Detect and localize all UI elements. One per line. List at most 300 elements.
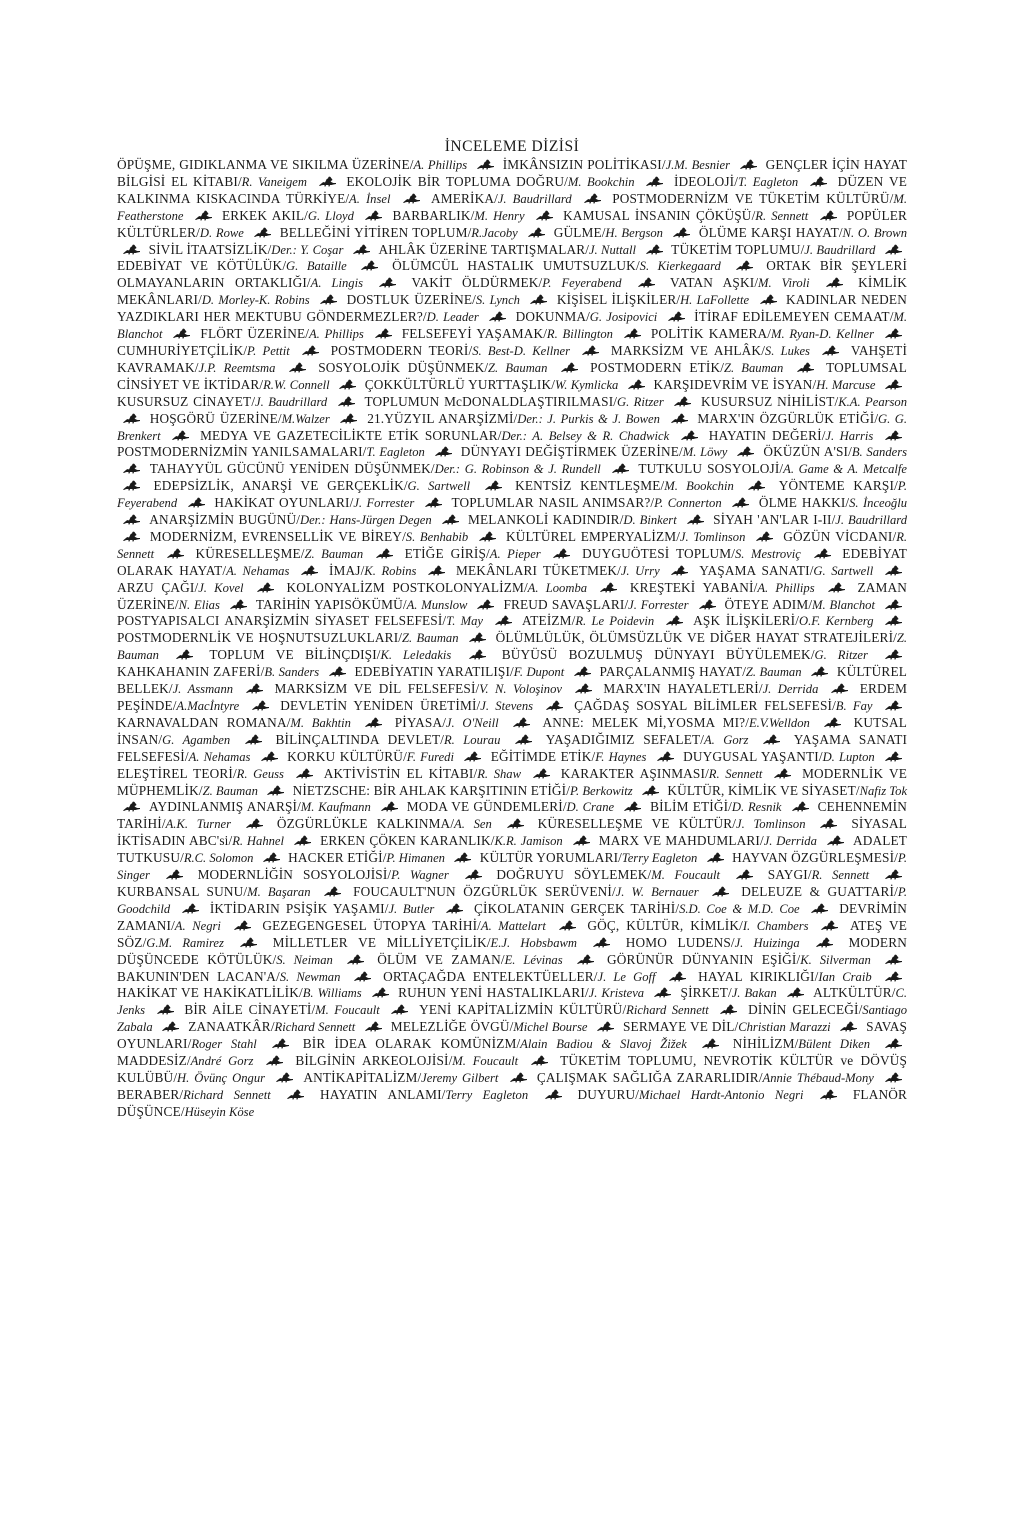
catalog-entry: ORTAÇAĞDA ENTELEKTÜELLER/J. Le Goff [383,968,656,984]
book-title: DEVLETİN YENİDEN ÜRETİMİ [280,698,477,713]
book-title: POLİTİK KAMERA [650,326,768,342]
book-title: 21.YÜZYIL ANARŞİZMİ [367,410,514,426]
book-author: R. Sennett [708,766,763,781]
catalog-entry: DUYGUÖTESİ TOPLUM/S. Mestroviç [582,545,801,561]
catalog-entry: NİETZSCHE: BİR AHLAK KARŞITININ ETİĞİ/P. Berkowitz [292,782,633,798]
dinosaur-icon [576,954,595,965]
book-author: A. Sen [454,817,492,832]
book-author: M. Blanchot [117,310,908,342]
book-title: HAYVAN ÖZGÜRLEŞMESİ [732,850,895,866]
book-title: ARZU ÇAĞI [117,579,195,595]
dinosaur-icon [476,159,495,170]
book-author: D. Leader [426,310,479,325]
catalog-entry: VAHŞETİ KAVRAMAK/J.P. Reemtsma [117,342,908,375]
catalog-entry: KİŞİSEL İLİŞKİLER/H. LaFollette [556,292,750,308]
catalog-entry: İTİRAF EDİLEMEYEN CEMAAT/M. Blanchot [117,309,908,342]
book-author: R. Billington [546,327,613,342]
book-author: S. Lukes [764,343,810,358]
book-author: M. Başaran [247,884,311,899]
book-author: M. Bakhtin [290,715,351,730]
dinosaur-icon [884,599,903,610]
catalog-entry: ÖLÜMLÜLÜK, ÖLÜMSÜZLÜK VE DİĞER HAYAT STRATEJİLERİ/Z. Bauman [117,630,908,663]
dinosaur-icon [884,1072,903,1083]
book-title: DOSTLUK ÜZERİNE [346,292,473,308]
dinosaur-icon [611,463,630,474]
dinosaur-icon [122,531,141,542]
catalog-entry: ÖTEYE ADIM/M. Blanchot [724,596,875,612]
dinosaur-icon [514,734,533,745]
book-title: KÜRESELLEŞME [195,545,301,561]
book-title: İMKÂNSIZIN POLİTİKASI [502,157,662,172]
book-title: DOKUNMA [515,309,587,325]
book-title: NİETZSCHE: BİR AHLAK KARŞITININ ETİĞİ [292,782,567,798]
book-title: KREŞTEKİ YABANİ [629,579,754,595]
book-author: A. Phillips [413,158,468,172]
book-title: MARX'IN HAYALETLERİ [603,681,759,697]
dinosaur-icon [667,311,686,322]
book-title: İKTİDARIN PSİŞİK YAŞAMI [209,900,385,916]
dinosaur-icon [181,903,200,914]
dinosaur-icon [830,683,849,694]
book-author: S. Benhabib [405,529,469,544]
dinosaur-icon [665,615,684,626]
catalog-entry: KREŞTEKİ YABANİ/A. Phillips [629,579,815,595]
catalog-entry: DOKUNMA/G. Josipovici [515,309,658,325]
catalog-entry: ÖLÜMCÜL HASTALIK UMUTSUZLUK/S. Kierkegaard [392,258,721,274]
book-title: ALTKÜLTÜR [813,985,892,1001]
dinosaur-icon [122,480,141,491]
catalog-entry: YAŞAMA SANATI/G. Sartwell [699,562,874,578]
book-author: J. Baudrillard [255,394,328,409]
dinosaur-icon [364,210,383,221]
dinosaur-icon [701,1038,720,1049]
dinosaur-icon [328,666,347,677]
catalog-entry: VAKİT ÖLDÜRMEK/P. Feyerabend [411,275,622,291]
book-title: ATEİZM [522,613,572,629]
catalog-entry: TUTKULU SOSYOLOJİ/A. Game & A. Metcalfe [638,461,907,477]
book-author: J. W. Bernauer [615,884,699,899]
catalog-entry: SİVİL İTAATSİZLİK/Der.: Y. Coşar [148,241,344,257]
book-title: ANARŞİZMİN BUGÜNÜ [149,512,297,528]
catalog-entry: KORKU KÜLTÜRÜ/F. Furedi [287,748,454,764]
book-title: TÜKETİM TOPLUMU [671,241,801,257]
catalog-entry: BAKUNIN'DEN LACAN'A/S. Newman [117,968,341,984]
book-author: Der.: J. Purkis & J. Bowen [517,411,660,426]
book-title: MEKÂNLARI TÜKETMEK [456,562,618,578]
book-title: HOŞGÖRÜ ÜZERİNE [149,410,278,426]
catalog-entry: ANNE: MELEK Mİ,YOSMA MI?/E.V.Welldon [542,714,810,730]
book-title: EDEBİYAT VE KÖTÜLÜK [117,258,283,274]
book-title: CUMHURİYETÇİLİK [117,342,244,358]
catalog-entry: KADINLAR NEDEN YAZDIKLARI HER MEKTUBU GÖNDERMEZLER?/D. Leader [117,292,907,325]
book-title: ELEŞTİREL TEORİ [117,765,233,781]
dinosaur-icon [759,294,778,305]
catalog-entry: MODERNLİĞİN SOSYOLOJİSİ/P. Wagner [197,867,449,883]
dinosaur-icon [251,700,270,711]
book-title: DÜNYAYI DEĞİŞTİRMEK ÜZERİNE [460,444,679,460]
dinosaur-icon [827,582,846,593]
dinosaur-icon [532,768,551,779]
dinosaur-icon [271,1038,290,1049]
book-author: Der.: Y. Coşar [271,242,344,257]
dinosaur-icon [560,362,579,373]
book-title: ÖKÜZÜN A'SI [763,444,849,460]
book-author: Hüseyin Köse [184,1104,255,1119]
book-title: AMERİKA [431,190,495,206]
book-author: T. Eagleton [737,174,799,189]
dinosaur-icon [552,548,571,559]
book-title: KAMUSAL İNSANIN ÇÖKÜŞÜ [563,207,752,223]
book-author: B. Sanders [264,665,320,680]
book-author: G. Josipovici [589,310,658,325]
book-author: M. Löwy [682,445,728,460]
book-author: Z. Bauman [304,546,364,561]
book-author: J. Assmann [172,682,234,697]
catalog-entry: MİLLETLER VE MİLLİYETÇİLİK/E.J. Hobsbawm [272,934,578,950]
catalog-entry: MODERN DÜŞÜNCEDE KÖTÜLÜK/S. Neiman [117,934,907,967]
dinosaur-icon [527,227,546,238]
catalog-entry: DÜZEN VE KALKINMA KISKACINDA TÜRKİYE/A. İnsel [117,173,908,206]
dinosaur-icon [698,599,717,610]
book-title: VAKİT ÖLDÜRMEK [411,275,539,291]
book-author: M. Foucault [315,1003,380,1018]
book-title: ÖZGÜRLÜKLE KALKINMA [276,816,451,832]
book-author: I. Chambers [742,918,809,933]
dinosaur-icon [260,751,279,762]
dinosaur-icon [476,599,495,610]
catalog-entry: AYDINLANMIŞ ANARŞİ/M. Kaufmann [149,799,371,815]
book-author: J. Stevens [480,699,534,713]
book-author: P. Feyerabend [542,276,622,291]
book-author: H. Övünç Ongur [177,1070,266,1085]
book-title: PİYASA [394,714,443,730]
catalog-entry: KOLONYALİZM POSTKOLONYALİZM/A. Loomba [286,579,588,595]
catalog-entry: TÜKETİM TOPLUMU/J. Baudrillard [671,241,876,257]
catalog-entry: BÜYÜSÜ BOZULMUŞ DÜNYAYI BÜYÜLEMEK/G. Ritzer [501,647,868,663]
book-author: J. O'Neill [445,715,499,730]
catalog-entry: ANARŞİZMİN BUGÜNÜ/Der.: Hans-Jürgen Degen [149,512,432,528]
dinosaur-icon [239,937,258,948]
book-author: G. Agamben [162,732,231,747]
dinosaur-icon [445,903,464,914]
book-author: D. Resnik [731,800,782,815]
book-title: TOPLUMSAL CİNSİYET VE İKTİDAR [117,359,907,392]
book-title: BİLİM ETİĞİ [650,799,729,815]
book-author: J. Derrida [763,834,817,849]
catalog-entry: MARX'IN HAYALETLERİ/J. Derrida [603,681,819,697]
dinosaur-icon [796,362,815,373]
book-title: DELEUZE & GUATTARİ [741,883,895,899]
dinosaur-icon [623,801,642,812]
dinosaur-icon [884,565,903,576]
book-author: B. Williams [302,986,362,1001]
book-title: MARX'IN ÖZGÜRLÜK ETİĞİ [697,410,875,426]
dinosaur-icon [434,446,453,457]
catalog-entry: EDEBİYAT VE KÖTÜLÜK/G. Bataille [117,258,347,274]
catalog-entry: KÜRESELLEŞME VE KÜLTÜR/J. Tomlinson [537,816,806,832]
catalog-entry: KÜRESELLEŞME/Z. Bauman [195,545,364,561]
book-author: R. Hahnel [232,834,285,849]
book-author: P. Goodchild [117,884,908,916]
book-title: POSTMODERNİZM VE TÜKETİM KÜLTÜRÜ [612,190,890,206]
book-author: J. Baudrillard [804,242,876,257]
dinosaur-icon [826,835,845,846]
book-title: ERKEK AKIL [222,207,305,223]
dinosaur-icon [819,818,838,829]
book-title: KARAKTER AŞINMASI [560,765,706,781]
book-title: BÜYÜSÜ BOZULMUŞ DÜNYAYI BÜYÜLEMEK [501,647,811,663]
dinosaur-icon [592,937,611,948]
catalog-entry: HACKER ETİĞİ/P. Himanen [288,850,445,866]
catalog-entry: POSTMODERNİZM VE TÜKETİM KÜLTÜRÜ/M. Featherstone [117,190,907,223]
book-title: KENTSİZ KENTLEŞME [515,478,661,494]
book-author: A. Negri [174,918,221,933]
catalog-entry: DEVRİMİN ZAMANI/A. Negri [117,900,907,933]
dinosaur-icon [229,599,248,610]
catalog-entry: MODERNİZM, EVRENSELLİK VE BİREY/S. Benhabib [149,528,469,544]
book-title: MADDESİZ [117,1053,187,1069]
book-title: ŞİRKET [680,985,728,1001]
book-title: RUHUN YENİ HASTALIKLARI [398,985,585,1001]
dinosaur-icon [506,818,525,829]
dinosaur-icon [323,886,342,897]
dinosaur-icon [810,903,829,914]
book-author: T. May [446,614,484,629]
catalog-entry: AMERİKA/J. Baudrillard [431,190,572,206]
book-author: G. Bataille [286,259,347,274]
catalog-entry: ARZU ÇAĞI/J. Kovel [117,579,244,595]
book-author: A. Game & A. Metcalfe [783,462,907,477]
catalog-entry: İDEOLOJİ/T. Eagleton [673,173,799,189]
book-author: M. Henry [474,208,525,223]
dinosaur-icon [245,683,264,694]
catalog-entry: MARX'IN ÖZGÜRLÜK ETİĞİ/G. G. Brenkert [117,410,908,443]
book-title: EDEBİYATIN YARATILIŞI [354,664,511,680]
book-title: POSTMODERNLİK VE HOŞNUTSUZLUKLARI [117,630,399,646]
book-title: FOUCAULT'NUN ÖZGÜRLÜK SERÜVENİ [353,883,612,899]
book-author: Z. Bauman [723,360,784,375]
catalog-entry: GENÇLER İÇİN HAYAT BİLGİSİ EL KİTABI/R. Vaneigem [117,157,907,189]
dinosaur-icon [364,1021,383,1032]
catalog-entry: ÖLÜME KARŞI HAYAT/N. O. Brown [698,224,908,240]
book-title: TOPLUMUN McDONALDLAŞTIRILMASI [364,393,614,409]
catalog-entry: POPÜLER KÜLTÜRLER/D. Rowe [117,207,908,240]
dinosaur-icon [441,514,460,525]
catalog-entry: HAYATIN DEĞERİ/J. Harris [708,427,874,443]
dinosaur-icon [645,244,664,255]
book-author: R. Sennett [755,208,809,223]
catalog-entry: ÖLÜM VE ZAMAN/E. Lévinas [377,951,563,967]
book-title: SERMAYE VE DİL [623,1019,735,1035]
book-author: Jeremy Gilbert [421,1070,499,1085]
book-title: TÜKETİM TOPLUMU, NEVROTİK KÜLTÜR ve DÖVÜŞ KULÜBÜ [117,1053,908,1085]
catalog-entry: KİMLİK MEKÂNLARI/D. Morley-K. Robins [117,275,908,308]
book-title: MELEZLİĞE ÖVGÜ [390,1019,510,1035]
book-author: J.M. Besnier [665,158,731,172]
book-title: YAŞAMA SANATI [699,562,810,578]
catalog-entry: SAYGI/R. Sennett [767,867,870,883]
catalog-entry: KUSURSUZ NİHİLİST/K.A. Pearson [701,393,908,409]
catalog-entry: MEKÂNLARI TÜKETMEK/J. Urry [456,562,660,578]
catalog-entry: CEHENNEMİN TARİHİ/A.K. Turner [117,799,907,832]
book-title: ÇİKOLATANIN GERÇEK TARİHİ [473,900,676,916]
book-catalog-page [117,138,907,1121]
dinosaur-icon [245,818,264,829]
book-author: A.K. Turner [165,817,231,832]
catalog-entry: ÇOKKÜLTÜRLÜ YURTTAŞLIK/W. Kymlicka [364,376,619,392]
book-author: D. Morley-K. Robins [201,293,310,308]
catalog-entry: DOĞRUYU SÖYLEMEK/M. Foucault [496,867,721,883]
catalog-entry: ORTAK BİR ŞEYLERİ OLMAYANLARIN ORTAKLIĞI/A. Lingis [117,258,908,291]
dinosaur-icon [319,294,338,305]
catalog-entry: BİLGİNİN ARKEOLOJİSİ/M. Foucault [295,1053,519,1069]
book-title: YAŞAMA SANATI FELSEFESİ [117,731,908,764]
dinosaur-icon [544,1089,563,1100]
book-title: POSTYAPISALCI ANARŞİZMİN SİYASET FELSEFESİ [117,613,443,629]
book-title: ERKEN ÇÖKEN KARANLIK [320,833,491,849]
dinosaur-icon [364,717,383,728]
dinosaur-icon [884,244,903,255]
book-title: SAYGI [767,867,808,883]
book-author: P. Connerton [654,496,722,511]
book-title: ÖLÜM VE ZAMAN [377,951,501,967]
book-author: Terry Eagleton [621,851,698,866]
catalog-entry: DÜNYAYI DEĞİŞTİRMEK ÜZERİNE/M. Löwy [460,444,728,460]
book-author: D. Lupton [822,749,875,764]
book-title: DEVRİMİN ZAMANI [117,900,907,933]
dinosaur-icon [253,227,272,238]
book-author: Terry Eagleton [445,1087,529,1102]
book-author: Christian Marazzi [738,1020,831,1035]
book-author: Der.: A. Belsey & R. Chadwick [501,428,670,443]
book-title: SAVAŞ OYUNLARI [117,1019,908,1052]
catalog-entry: POSTMODERNLİK VE HOŞNUTSUZLUKLARI/Z. Bauman [117,630,459,646]
dinosaur-icon [670,413,689,424]
book-title: KÜLTÜR YORUMLARI [479,850,619,866]
dinosaur-icon [233,920,252,931]
book-author: André Gorz [190,1054,254,1069]
catalog-entry: KENTSİZ KENTLEŞME/M. Bookchin [515,478,734,494]
dinosaur-icon [295,768,314,779]
dinosaur-icon [509,1072,528,1083]
book-title: ÖTEYE ADIM [724,596,809,612]
book-author: M. Foucault [452,1054,519,1069]
dinosaur-icon [346,954,365,965]
book-author: Z. Bauman [202,783,258,798]
book-title: ORTAK BİR ŞEYLERİ OLMAYANLARIN ORTAKLIĞI [117,258,908,291]
dinosaur-icon [265,1055,284,1066]
book-title: ÖLÜMLÜLÜK, ÖLÜMSÜZLÜK VE DİĞER HAYAT STRATEJİLERİ [495,630,894,646]
book-title: GENÇLER İÇİN HAYAT BİLGİSİ EL KİTABI [117,157,907,189]
catalog-entry: GÖÇ, KÜLTÜR, KİMLİK/I. Chambers [587,917,809,933]
catalog-entry: AHLÂK ÜZERİNE TARTIŞMALAR/J. Nuttall [378,241,637,257]
book-author: Nafiz Tok [859,783,908,798]
book-author: K. Leledakis [380,648,452,663]
book-title: KUSURSUZ CİNAYET [117,393,252,409]
book-title: YENİ KAPİTALİZMİN KÜLTÜRÜ [419,1002,623,1018]
dinosaur-icon [266,785,285,796]
book-title: BELLEĞİNİ YİTİREN TOPLUM [279,224,468,240]
dinosaur-icon [637,277,656,288]
catalog-entry: SERMAYE VE DİL/Christian Marazzi [623,1019,831,1035]
book-author: P. Singer [117,851,908,883]
book-title: KÜLTÜR, KİMLİK VE SİYASET [667,782,856,798]
book-title: ÖLÜME KARŞI HAYAT [698,224,839,240]
catalog-entry: ÇİKOLATANIN GERÇEK TARİHİ/S.D. Coe & M.D. Coe [473,900,800,916]
dinosaur-icon [653,987,672,998]
dinosaur-icon [122,514,141,525]
book-title: MELANKOLİ KADINDIR [468,512,620,528]
book-author: M. Blanchot [812,597,875,612]
catalog-entry: GÖRÜNÜR DÜNYANIN EŞİĞİ/K. Silverman [606,951,871,967]
catalog-entry: KUTSAL İNSAN/G. Agamben [117,714,907,747]
book-author: J.P. Reemtsma [198,360,276,375]
book-title: KUSURSUZ NİHİLİST [701,393,835,409]
catalog-entry: ÖLME HAKKI/S. İnceoğlu [758,495,908,511]
book-author: J. Tomlinson [679,529,746,544]
catalog-entry: TOPLUMUN McDONALDLAŞTIRILMASI/G. Ritzer [364,393,664,409]
dinosaur-icon [402,193,421,204]
dinosaur-icon [820,920,839,931]
dinosaur-icon [819,1089,838,1100]
book-title: MİLLETLER VE MİLLİYETÇİLİK [272,934,487,950]
book-title: BİLİNÇALTINDA DEVLET [275,731,441,747]
book-title: SOSYOLOJİK DÜŞÜNMEK [318,359,485,375]
book-title: MODERNLİK VE MÜPHEMLİK [117,765,907,798]
book-author: S. Newman [279,969,341,984]
dinosaur-icon [884,1038,903,1049]
book-title: POSTMODERNİZMİN YANILSAMALARI [117,444,363,460]
book-author: R.W. Connell [263,377,330,392]
dinosaur-icon [244,734,263,745]
book-title: İMAJ [328,562,361,578]
dinosaur-icon [468,632,487,643]
catalog-entry: PARÇALANMIŞ HAYAT/Z. Bauman [599,664,802,680]
catalog-entry: KARNAVALDAN ROMANA/M. Bakhtin [117,714,351,730]
catalog-entry: MELANKOLİ KADINDIR/D. Binkert [468,512,677,528]
book-author: D. Binkert [623,513,677,528]
catalog-entry: ADALET TUTKUSU/R.C. Solomon [117,833,908,866]
catalog-entry: POLİTİK KAMERA/M. Ryan-D. Kellner [650,326,875,342]
catalog-entry: KARŞIDEVRİM VE İSYAN/H. Marcuse [653,376,876,392]
book-author: C. Jenks [117,986,908,1018]
book-author: G. Sartwell [407,479,471,494]
book-title: MODERN DÜŞÜNCEDE KÖTÜLÜK [117,934,907,967]
book-author: J. Huizinga [734,935,800,950]
book-title: SİYASAL İKTİSADIN ABC'si [117,816,908,849]
catalog-entry: SOSYOLOJİK DÜŞÜNMEK/Z. Bauman [318,359,548,375]
book-title: FLÖRT ÜZERİNE [200,326,306,342]
book-author: P. Pettit [247,343,290,358]
book-title: KÜLTÜREL BELLEK [117,664,907,697]
book-author: A. Gorz [703,732,749,747]
book-author: E.V.Welldon [748,715,810,730]
catalog-entry: EDEPSİZLİK, ANARŞİ VE GERÇEKLİK/G. Sartwell [153,478,471,494]
catalog-entry: BELLEĞİNİ YİTİREN TOPLUM/R.Jacoby [279,224,518,240]
catalog-entry: ERKEN ÇÖKEN KARANLIK/K.R. Jamison [320,833,563,849]
book-title: DUYGUÖTESİ TOPLUM [582,545,732,561]
dinosaur-icon [378,277,397,288]
book-author: H. LaFollette [680,293,750,308]
book-title: TUTKULU SOSYOLOJİ [638,461,780,477]
book-author: J. Baudrillard [835,513,908,528]
catalog-entry: ÖZGÜRLÜKLE KALKINMA/A. Sen [276,816,492,832]
book-title: GÖRÜNÜR DÜNYANIN EŞİĞİ [606,951,797,967]
catalog-entry: ALTKÜLTÜR/C. Jenks [117,985,908,1018]
dinosaur-icon [161,1021,180,1032]
book-author: A. Nehamas [226,563,290,578]
dinosaur-icon [301,345,320,356]
